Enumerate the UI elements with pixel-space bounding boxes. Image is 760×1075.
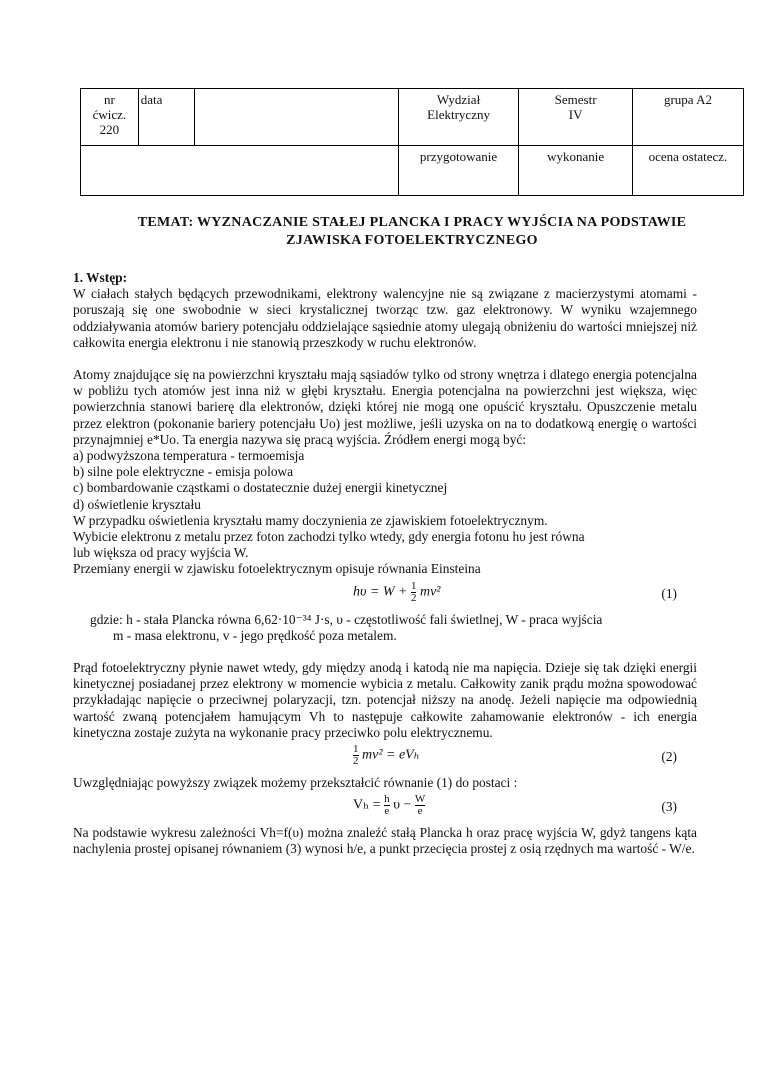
grupa-cell — [632, 89, 743, 146]
wydzial-cell — [398, 89, 519, 146]
nr-cell — [81, 89, 139, 146]
text-line: Wybicie elektronu z metalu przez foton zachodzi tylko wtedy, gdy energia fotonu hυ jest równa — [73, 529, 585, 545]
header-table — [80, 88, 744, 196]
przygotowanie-cell — [398, 146, 519, 196]
section-heading: 1. Wstęp: — [73, 270, 128, 285]
data-label: data — [140, 92, 163, 107]
wykonanie-label: wykonanie — [547, 149, 605, 164]
nr-label: nr — [103, 92, 115, 107]
paragraph-2: Atomy znajdujące się na powierzchni kryształu mają sąsiadów tylko od strony wnętrza i dlatego energia potencjalna w pobliżu tych atomów jest inna niż w głębi kryształu. Energia potencjalna na powierzchni jest większa, więc powierzchnia stanowi barierę dla elektronów, dzięki której nie mogą one opuścić kryształu. Opuszczenie metalu przez elektron (pokonanie bariery potencjału Uo) jest możliwe, jeśli uzyska on na to dodatkową energię o wartości przynajmniej e*Uo. Ta energia nazywa się pracą wyjścia. Źródłem energi mogą być: — [73, 367, 697, 447]
text-line: Przemiany energii w zjawisku fotoelektrycznym opisuje równania Einsteina — [73, 561, 481, 577]
paragraph-1: W ciałach stałych będących przewodnikami, elektrony walencyjne nie są związane z macierzystymi atomami - poruszają się one swobodnie w sieci krystalicznej tworząc tzw. gaz elektronowy. W wyniku wzajemnego oddziaływania atomów bariery potencjału oddzielające sąsiednie atomy ulegają obniżeniu do wartości mniejszej niż całkowita energia elektronu i nie stanowią przeszkody w ruchu elektronów. — [73, 286, 697, 350]
eq2-right: mv² = eVₕ — [362, 747, 420, 763]
eq1-left: hυ = W + — [353, 584, 408, 600]
list-item: d) oświetlenie kryształu — [73, 496, 201, 512]
text-line: lub większa od pracy wyjścia W. — [73, 545, 249, 561]
text-line: Uwzględniając powyższy związek możemy przekształcić równanie (1) do postaci : — [73, 775, 518, 791]
blank-lower-cell — [81, 146, 399, 196]
eq3-mid: υ − — [393, 798, 412, 813]
fraction-h-e: $\frac{h}{e}$ — [384, 793, 390, 818]
paragraph-4: Na podstawie wykresu zależności Vh=f(υ) można znaleźć stałą Plancka h oraz pracę wyjścia W, gdyż tangens kąta nachylenia prostej opisanej równaniem (3) wynosi h/e, a punkt przecięcia prostej z osią rzędnych ma wartość - W/e. — [73, 825, 697, 857]
wykonanie-cell — [519, 146, 633, 196]
wydzial-line1: Wydział — [436, 92, 481, 107]
grupa-label: grupa A2 — [663, 92, 712, 107]
eq2-number: (2) — [661, 749, 677, 765]
semestr-line2: IV — [568, 107, 583, 122]
eq3-number: (3) — [661, 799, 677, 815]
eq3-left: Vₕ = — [353, 798, 381, 813]
title-line2: ZJAWISKA FOTOELEKTRYCZNEGO — [286, 233, 538, 248]
page-title — [80, 214, 744, 250]
przygotowanie-label: przygotowanie — [419, 149, 498, 164]
paragraph-3: Prąd fotoelektryczny płynie nawet wtedy, gdy między anodą i katodą nie ma napięcia. Dzieje się tak dzięki energii kinetycznej posiadanej przez elektrony w momencie wybicia z metalu. Całkowity zanik prądu można spowodować przykładając napięcie o przeciwnej polaryzacji, tzn. potencjał niższy na anodę. Jeżeli napięcie ma odpowiednią wartość zwaną potencjałem hamującym Vh to następuje całkowite zahamowanie elektronów - ich energia kinetyczna zostaje zużyta na wykonanie pracy przeciwko polu elektrycznemu. — [73, 660, 697, 740]
title-line1: TEMAT: WYZNACZANIE STAŁEJ PLANCKA I PRACY WYJŚCIA NA PODSTAWIE — [137, 215, 687, 230]
document-body — [73, 270, 697, 858]
equation-3 — [73, 791, 697, 825]
energy-source-list — [73, 448, 697, 513]
nr-value: 220 — [99, 122, 120, 137]
fraction-half: $\frac{1}{2}$ — [410, 579, 417, 604]
ocena-cell — [632, 146, 743, 196]
wydzial-line2: Elektryczny — [427, 107, 490, 122]
data-cell — [138, 89, 194, 146]
gdzie-line1: gdzie: h - stała Plancka równa 6,62·10⁻³⁴ J·s, υ - częstotliwość fali świetlnej, W - praca wyjścia — [90, 611, 603, 627]
equation-1 — [73, 578, 697, 612]
list-item: c) bombardowanie cząstkami o dostatecznie dużej energii kinetycznej — [73, 480, 448, 496]
ocena-label: ocena ostatecz. — [648, 149, 728, 164]
empty-cell — [194, 89, 398, 146]
list-item: a) podwyższona temperatura - termoemisja — [73, 448, 305, 464]
equation-2 — [73, 741, 697, 775]
eq1-right: mv² — [419, 584, 441, 600]
eq1-number: (1) — [661, 585, 677, 601]
semestr-line1: Semestr — [554, 92, 597, 107]
fraction-w-e: $\frac{W}{e}$ — [414, 793, 426, 818]
list-item: b) silne pole elektryczne - emisja polowa — [73, 464, 294, 480]
fraction-half: $\frac{1}{2}$ — [353, 743, 359, 768]
text-line: W przypadku oświetlenia kryształu mamy doczynienia ze zjawiskiem fotoelektrycznym. — [73, 512, 548, 528]
cw-label: ćwicz. — [92, 107, 127, 122]
semestr-cell — [519, 89, 633, 146]
gdzie-line2: m - masa elektronu, v - jego prędkość poza metalem. — [113, 627, 397, 643]
